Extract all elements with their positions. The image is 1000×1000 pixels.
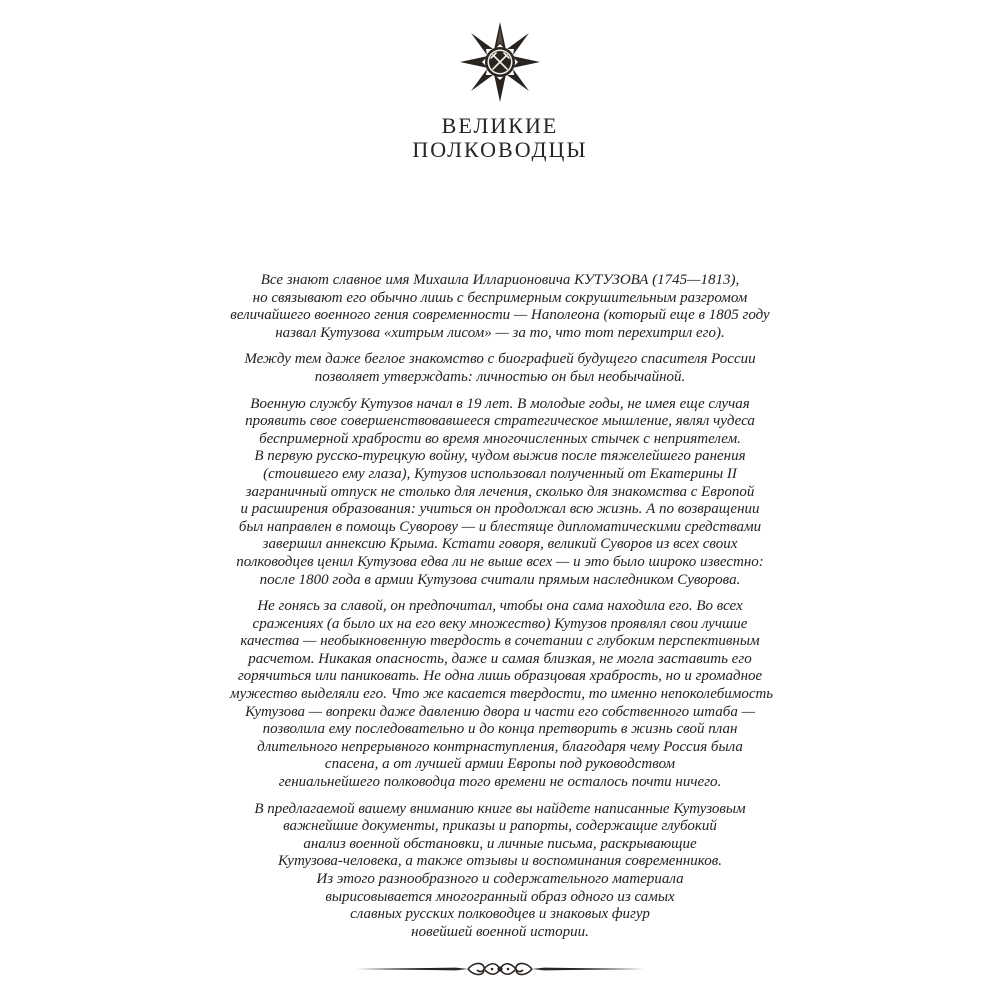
text-line: Между тем даже беглое знакомство с биографией будущего спасителя России (244, 351, 756, 368)
paragraph-5 (230, 801, 770, 942)
text-line: Кутузова-человека, а также отзывы и воспоминания современников. (277, 853, 723, 870)
paragraph-1 (230, 272, 770, 342)
text-line: В предлагаемой вашему вниманию книге вы найдете написанные Кутузовым (254, 800, 746, 817)
text-line: Из этого разнообразного и содержательного материала (316, 871, 684, 887)
text-line: (стоившего ему глаза), Кутузов использовал полученный от Екатерины II (263, 465, 737, 482)
text-line: но связывают его обычно лишь с беспримерным сокрушительным разгромом (252, 289, 748, 306)
paragraph-2 (230, 351, 770, 386)
text-line: после 1800 года в армии Кутузова считали прямым наследником Суворова. (259, 571, 741, 588)
text-line: славных русских полководцев и знаковых фигур (350, 906, 650, 923)
text-line: беспримерной храбрости во время многочисленных стычек с неприятелем. (259, 430, 741, 447)
series-title (0, 114, 1000, 162)
text-line: мужество выделяли его. Что же касается твердости, то именно непоколебимость (230, 686, 774, 703)
flourish-divider-icon (356, 958, 644, 980)
star-order-emblem-icon (460, 22, 540, 102)
text-line: полководцев ценил Кутузова едва ли не выше всех — и это было широко известно: (236, 553, 764, 570)
text-line: важнейшие документы, приказы и рапорты, содержащие глубокий (283, 818, 717, 835)
text-line: гениальнейшего полководца того времени не осталось почти ничего. (278, 774, 722, 791)
text-line: проявить свое совершенствовавшееся стратегическое мышление, являл чудеса (245, 413, 755, 430)
text-line: Не гонясь за славой, он предпочитал, чтобы она сама находила его. Во всех (257, 598, 743, 615)
text-line: качества — необыкновенную твердость в сочетании с глубоким перспективным (240, 633, 760, 650)
text-line: вырисовывается многогранный образ одного из самых (325, 888, 675, 905)
series-title-line-2: ПОЛКОВОДЦЫ (412, 137, 588, 162)
series-title-line-1: ВЕЛИКИЕ (441, 113, 559, 138)
text-line: был направлен в помощь Суворову — и блестяще дипломатическими средствами (238, 518, 762, 535)
text-line: расчетом. Никакая опасность, даже и самая близкая, не могла заставить его (248, 650, 752, 667)
text-line: длительного непрерывного контрнаступления, благодаря чему Россия была (257, 738, 743, 755)
text-line: спасена, а от лучшей армии Европы под руководством (324, 756, 676, 773)
text-line: новейшей военной истории. (411, 923, 589, 940)
text-line: горячиться или паниковать. Не одна лишь образцовая храбрость, но и громадное (237, 668, 763, 685)
paragraph-3 (230, 396, 770, 590)
text-line: анализ военной обстановки, и личные письма, раскрывающие (303, 835, 697, 852)
text-line: величайшего военного гения современности — Наполеона (который еще в 1805 году (230, 307, 770, 324)
text-line: Все знают славное имя Михаила Илларионовича КУТУЗОВА (1745—1813), (260, 272, 740, 288)
text-line: заграничный отпуск не столько для лечения, сколько для знакомства с Европой (245, 483, 755, 500)
paragraph-4 (230, 598, 774, 792)
text-line: Военную службу Кутузов начал в 19 лет. В молодые годы, не имея еще случая (250, 395, 750, 412)
text-line: завершил аннексию Крыма. Кстати говоря, великий Суворов из всех своих (262, 536, 738, 553)
text-line: позволяет утверждать: личностью он был необычайной. (314, 368, 686, 385)
text-line: позволила ему последовательно и до конца претворить в жизнь свой план (262, 721, 738, 738)
text-line: В первую русско-турецкую войну, чудом выжив после тяжелейшего ранения (254, 448, 746, 465)
text-line: назвал Кутузова «хитрым лисом» — за то, что тот перехитрил его). (275, 324, 725, 341)
text-line: и расширения образования: учиться он продолжал всю жизнь. А по возвращении (240, 501, 760, 518)
intro-text (230, 272, 774, 950)
text-line: сражениях (а было их на его веку множество) Кутузов проявлял свои лучшие (252, 615, 748, 632)
text-line: Кутузова — вопреки даже давлению двора и части его собственного штаба — (245, 703, 755, 720)
